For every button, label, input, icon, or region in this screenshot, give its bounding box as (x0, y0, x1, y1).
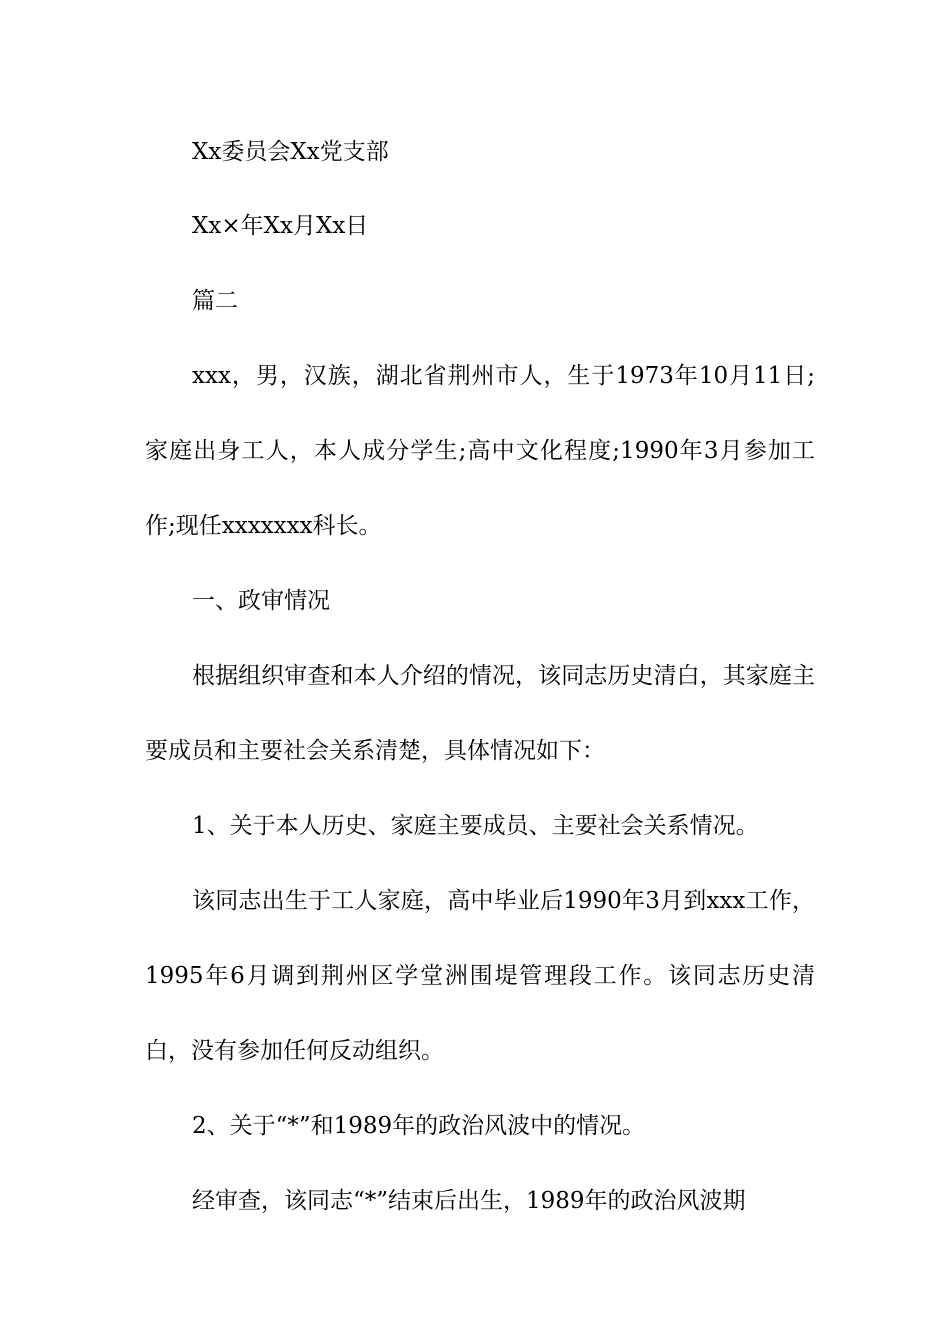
history-subheading: 1、关于本人历史、家庭主要成员、主要社会关系情况。 (192, 813, 759, 839)
review-summary-paragraph: 根据组织审查和本人介绍的情况，该同志历史清白，其家庭主要成员和主要社会关系清楚，具体情况如下： (145, 663, 815, 764)
personal-info-paragraph: xxx，男，汉族，湖北省荆州市人，生于1973年10月11日;家庭出身工人，本人成分学生;高中文化程度;1990年3月参加工作;现任xxxxxxx科长。 (145, 363, 815, 539)
signature-date: Xx×年Xx月Xx日 (192, 213, 369, 239)
history-paragraph: 该同志出生于工人家庭，高中毕业后1990年3月到xxx工作，1995年6月调到荆州区学堂洲围堤管理段工作。该同志历史清白，没有参加任何反动组织。 (145, 888, 815, 1064)
section-heading: 篇二 (192, 288, 238, 314)
political-event-paragraph: 经审查，该同志“*”结束后出生，1989年的政治风波期 (192, 1188, 746, 1214)
signature-org: Xx委员会Xx党支部 (192, 139, 389, 165)
political-review-heading: 一、政审情况 (192, 588, 330, 614)
political-event-subheading: 2、关于“*”和1989年的政治风波中的情况。 (192, 1113, 646, 1139)
